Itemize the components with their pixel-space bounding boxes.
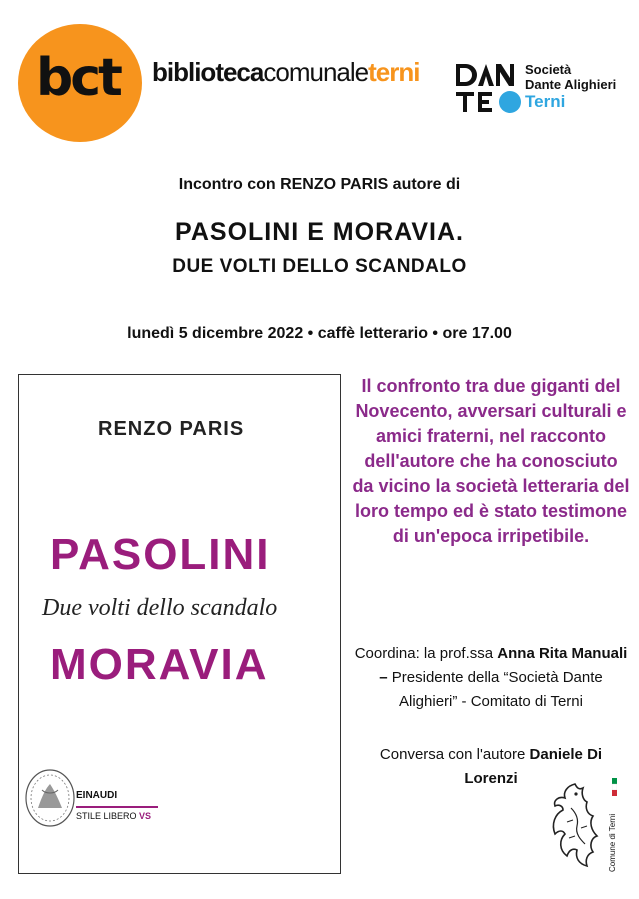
event-dateline: lunedì 5 dicembre 2022 • caffè letterario • ore 17.00 <box>127 325 512 342</box>
dante-line2: Dante Alighieri <box>525 77 617 92</box>
event-intro: Incontro con RENZO PARIS autore di <box>178 176 461 193</box>
comune-dragon-emblem-icon <box>545 778 607 870</box>
cover-series-rule <box>76 806 158 808</box>
cover-publisher: EINAUDI <box>76 790 118 801</box>
library-name-part1: biblioteca <box>152 57 264 87</box>
coordinator-name: Anna Rita Manuali – <box>379 645 628 686</box>
coordinator-role: Presidente della “Società Dante Alighieri” - Comitato di Terni <box>391 669 603 710</box>
conversation-name: Daniele Di Lorenzi <box>464 746 603 787</box>
event-title-line2: DUE VOLTI DELLO SCANDALO <box>172 256 467 277</box>
library-name-part3: terni <box>368 57 420 87</box>
coordination-text <box>352 642 630 714</box>
bct-logo-text: bct <box>36 48 120 108</box>
cover-series-tag: VS <box>139 811 152 821</box>
italian-flag-icon <box>612 778 617 796</box>
dante-logo-icon <box>456 62 522 114</box>
library-name-part2: comunale <box>263 57 369 87</box>
cover-title-top: PASOLINI <box>50 530 271 579</box>
library-name <box>152 56 419 88</box>
event-title-line1: PASOLINI E MORAVIA. <box>175 218 464 246</box>
cover-subtitle: Due volti dello scandalo <box>42 595 278 621</box>
coordination-prefix: Coordina: la prof.ssa <box>354 645 494 662</box>
comune-label: Comune di Terni <box>608 813 617 872</box>
dante-line1: Società <box>525 62 572 77</box>
event-blurb: Il confronto tra due giganti del Novecento, avversari culturali e amici fraterni, nel racconto dell'autore che ha conosciuto da vicino la società letteraria del loro tempo ed è stato testimone di un'epoca irripetibile. <box>352 376 630 546</box>
dante-society-name <box>525 62 616 112</box>
conversation-prefix: Conversa con l'autore <box>379 746 526 763</box>
dante-line3: Terni <box>525 92 566 111</box>
cover-title-bottom: MORAVIA <box>50 640 269 689</box>
cover-author: RENZO PARIS <box>98 418 245 440</box>
publisher-seal-icon <box>24 768 76 828</box>
cover-series-label: STILE LIBERO <box>76 811 137 821</box>
cover-series <box>76 811 151 821</box>
